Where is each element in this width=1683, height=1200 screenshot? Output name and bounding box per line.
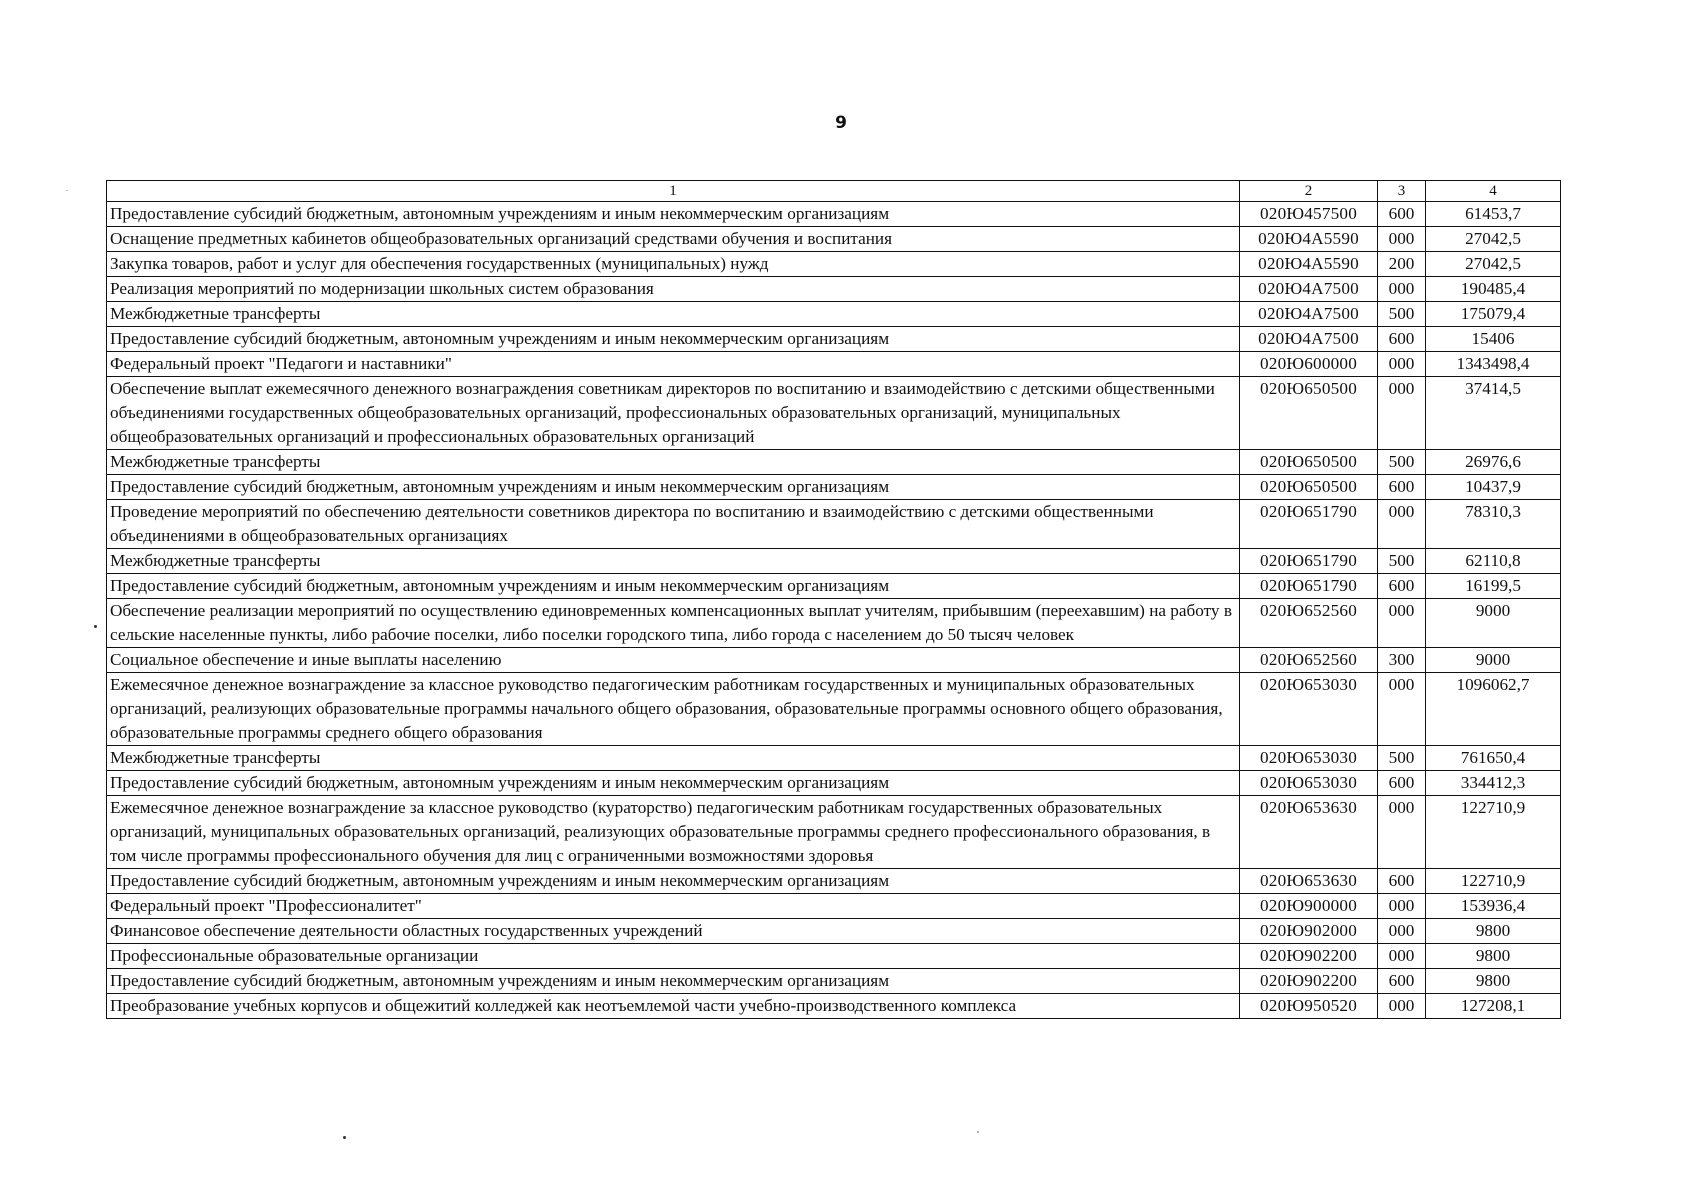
row-type: 500 [1378,302,1426,327]
row-type: 000 [1378,227,1426,252]
row-name: Реализация мероприятий по модернизации школьных систем образования [107,277,1240,302]
row-amount: 122710,9 [1426,869,1561,894]
row-name: Проведение мероприятий по обеспечению деятельности советников директора по воспитанию и взаимодействию с детскими общественными объединениями в общеобразовательных организациях [107,500,1240,549]
row-amount: 9000 [1426,599,1561,648]
row-amount: 122710,9 [1426,796,1561,869]
row-amount: 26976,6 [1426,450,1561,475]
row-type: 000 [1378,352,1426,377]
row-type: 200 [1378,252,1426,277]
row-type: 500 [1378,549,1426,574]
row-code: 020Ю950520 [1240,994,1378,1019]
row-name: Предоставление субсидий бюджетным, автономным учреждениям и иным некоммерческим организациям [107,202,1240,227]
row-name: Оснащение предметных кабинетов общеобразовательных организаций средствами обучения и воспитания [107,227,1240,252]
row-code: 020Ю653630 [1240,869,1378,894]
row-type: 600 [1378,202,1426,227]
table-row [107,252,1561,277]
row-code: 020Ю651790 [1240,574,1378,599]
table-row [107,894,1561,919]
row-name: Межбюджетные трансферты [107,450,1240,475]
row-name: Предоставление субсидий бюджетным, автономным учреждениям и иным некоммерческим организациям [107,869,1240,894]
row-amount: 153936,4 [1426,894,1561,919]
budget-table [106,180,1561,1019]
row-type: 600 [1378,574,1426,599]
table-row [107,227,1561,252]
table-row [107,352,1561,377]
table-row [107,302,1561,327]
table-row [107,944,1561,969]
row-type: 500 [1378,746,1426,771]
row-amount: 334412,3 [1426,771,1561,796]
row-code: 020Ю902000 [1240,919,1378,944]
row-amount: 15406 [1426,327,1561,352]
row-code: 020Ю4А7500 [1240,302,1378,327]
row-amount: 27042,5 [1426,227,1561,252]
row-name: Предоставление субсидий бюджетным, автономным учреждениям и иным некоммерческим организациям [107,475,1240,500]
row-code: 020Ю900000 [1240,894,1378,919]
row-code: 020Ю4А7500 [1240,277,1378,302]
table-row [107,475,1561,500]
row-name: Федеральный проект "Профессионалитет" [107,894,1240,919]
row-code: 020Ю651790 [1240,500,1378,549]
row-amount: 9000 [1426,648,1561,673]
row-type: 000 [1378,599,1426,648]
table-row [107,969,1561,994]
table-row [107,869,1561,894]
row-type: 000 [1378,796,1426,869]
table-body [107,202,1561,1019]
row-type: 600 [1378,475,1426,500]
row-amount: 61453,7 [1426,202,1561,227]
row-code: 020Ю653630 [1240,796,1378,869]
row-name: Финансовое обеспечение деятельности областных государственных учреждений [107,919,1240,944]
row-amount: 761650,4 [1426,746,1561,771]
row-amount: 9800 [1426,919,1561,944]
row-code: 020Ю902200 [1240,944,1378,969]
row-type: 600 [1378,327,1426,352]
row-amount: 62110,8 [1426,549,1561,574]
row-name: Предоставление субсидий бюджетным, автономным учреждениям и иным некоммерческим организациям [107,771,1240,796]
row-name: Закупка товаров, работ и услуг для обеспечения государственных (муниципальных) нужд [107,252,1240,277]
row-name: Ежемесячное денежное вознаграждение за классное руководство (кураторство) педагогическим работникам государственных образовательных организаций, муниципальных образовательных организаций, реализующих образовательные программы среднего профессионального образования, в том числе программы профессионального обучения для лиц с ограниченными возможностями здоровья [107,796,1240,869]
row-code: 020Ю902200 [1240,969,1378,994]
row-type: 000 [1378,500,1426,549]
row-amount: 10437,9 [1426,475,1561,500]
table-row [107,648,1561,673]
page-number: 9 [835,113,848,133]
row-code: 020Ю4А5590 [1240,252,1378,277]
row-code: 020Ю653030 [1240,746,1378,771]
column-header: 1 [107,181,1240,202]
row-type: 600 [1378,969,1426,994]
table-row [107,549,1561,574]
row-name: Межбюджетные трансферты [107,746,1240,771]
row-name: Предоставление субсидий бюджетным, автономным учреждениям и иным некоммерческим организациям [107,969,1240,994]
table-row [107,450,1561,475]
row-amount: 27042,5 [1426,252,1561,277]
row-type: 300 [1378,648,1426,673]
scan-speck [977,1131,979,1133]
row-amount: 78310,3 [1426,500,1561,549]
scan-speck [94,625,97,628]
column-header: 3 [1378,181,1426,202]
table-row [107,277,1561,302]
table-row [107,796,1561,869]
scan-speck [66,190,68,191]
row-code: 020Ю652560 [1240,599,1378,648]
row-code: 020Ю4А5590 [1240,227,1378,252]
row-name: Межбюджетные трансферты [107,302,1240,327]
row-name: Предоставление субсидий бюджетным, автономным учреждениям и иным некоммерческим организациям [107,327,1240,352]
row-code: 020Ю650500 [1240,377,1378,450]
table-row [107,327,1561,352]
row-amount: 175079,4 [1426,302,1561,327]
table-row [107,202,1561,227]
row-type: 600 [1378,869,1426,894]
row-type: 000 [1378,994,1426,1019]
table-row [107,599,1561,648]
row-type: 000 [1378,673,1426,746]
row-type: 000 [1378,894,1426,919]
row-code: 020Ю652560 [1240,648,1378,673]
table-row [107,673,1561,746]
row-name: Предоставление субсидий бюджетным, автономным учреждениям и иным некоммерческим организациям [107,574,1240,599]
row-code: 020Ю653030 [1240,771,1378,796]
row-code: 020Ю650500 [1240,475,1378,500]
row-name: Социальное обеспечение и иные выплаты населению [107,648,1240,673]
row-name: Обеспечение реализации мероприятий по осуществлению единовременных компенсационных выплат учителям, прибывшим (переехавшим) на работу в сельские населенные пункты, либо рабочие поселки, либо поселки городского типа, либо города с населением до 50 тысяч человек [107,599,1240,648]
table-row [107,771,1561,796]
table-row [107,377,1561,450]
column-header: 4 [1426,181,1561,202]
row-name: Межбюджетные трансферты [107,549,1240,574]
table-row [107,574,1561,599]
row-code: 020Ю651790 [1240,549,1378,574]
row-name: Ежемесячное денежное вознаграждение за классное руководство педагогическим работникам государственных и муниципальных образовательных организаций, реализующих образовательные программы начального общего образования, образовательные программы основного общего образования, образовательные программы среднего общего образования [107,673,1240,746]
row-amount: 16199,5 [1426,574,1561,599]
row-amount: 37414,5 [1426,377,1561,450]
row-amount: 9800 [1426,944,1561,969]
table-row [107,919,1561,944]
table-header-row [107,181,1561,202]
row-type: 000 [1378,944,1426,969]
column-header: 2 [1240,181,1378,202]
row-name: Преобразование учебных корпусов и общежитий колледжей как неотъемлемой части учебно-производственного комплекса [107,994,1240,1019]
row-type: 600 [1378,771,1426,796]
row-amount: 190485,4 [1426,277,1561,302]
table-row [107,746,1561,771]
row-type: 000 [1378,377,1426,450]
row-name: Профессиональные образовательные организации [107,944,1240,969]
row-code: 020Ю650500 [1240,450,1378,475]
row-code: 020Ю457500 [1240,202,1378,227]
row-name: Федеральный проект "Педагоги и наставники" [107,352,1240,377]
row-code: 020Ю653030 [1240,673,1378,746]
row-code: 020Ю600000 [1240,352,1378,377]
row-code: 020Ю4А7500 [1240,327,1378,352]
row-name: Обеспечение выплат ежемесячного денежного вознаграждения советникам директоров по воспитанию и взаимодействию с детскими общественными объединениями государственных общеобразовательных организаций, профессиональных образовательных организаций, муниципальных общеобразовательных организаций и профессиональных образовательных организаций [107,377,1240,450]
row-amount: 9800 [1426,969,1561,994]
row-type: 000 [1378,919,1426,944]
row-type: 000 [1378,277,1426,302]
row-type: 500 [1378,450,1426,475]
scan-speck [343,1136,346,1139]
table-row [107,994,1561,1019]
row-amount: 1343498,4 [1426,352,1561,377]
row-amount: 127208,1 [1426,994,1561,1019]
table-row [107,500,1561,549]
row-amount: 1096062,7 [1426,673,1561,746]
